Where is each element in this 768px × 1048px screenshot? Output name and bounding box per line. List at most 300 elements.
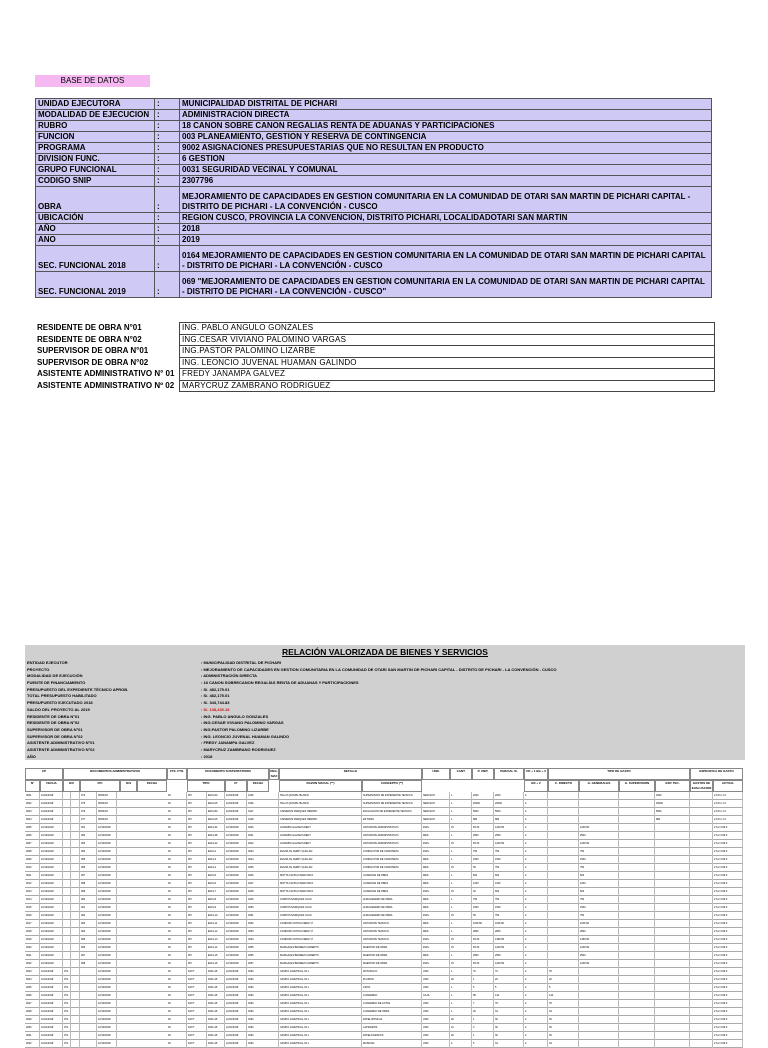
- grid-cell: 2: [524, 904, 548, 912]
- grid-cell: CINTA: [362, 984, 422, 992]
- grid-cell: 20: [450, 1032, 472, 1040]
- grid-cell: 2: [524, 1000, 548, 1008]
- info-value: 2018: [180, 224, 712, 235]
- grid-cell: [548, 928, 579, 936]
- grid-cell: MES: [422, 896, 450, 904]
- grid-cell: [619, 880, 655, 888]
- grid-cell: 10/10/2018: [40, 952, 63, 960]
- grid-cell: 880: [472, 816, 494, 824]
- relacion-value: : MARYCRUZ ZAMBRANO RODRIGUEZ: [201, 746, 276, 752]
- grid-cell: RH: [187, 816, 207, 824]
- grid-cell: GRUPO JAVETRA E.I.R.L: [279, 1024, 362, 1032]
- grid-cell: RH: [187, 840, 207, 848]
- grid-cell: 2500: [579, 832, 619, 840]
- grid-cell: [63, 928, 71, 936]
- grid-cell: CONDUCTOR DE CAMIONETA: [362, 856, 422, 864]
- grid-cell: 2.6.2.3.99.9: [713, 1040, 743, 1048]
- grid-cell: [71, 984, 80, 992]
- grid-cell: 10/10/2018: [225, 952, 247, 960]
- grid-cell: [63, 960, 71, 968]
- info-colon: :: [155, 224, 180, 235]
- grid-cell: 066: [80, 944, 97, 952]
- grid-cell: 18: [167, 1024, 187, 1032]
- grid-cell: RH: [187, 872, 207, 880]
- grid-cell: 2800: [494, 928, 524, 936]
- grid-cell: [690, 992, 713, 1000]
- grid-cell: UND: [422, 1008, 450, 1016]
- grid-cell: 11/10/2018: [225, 1032, 247, 1040]
- grid-cell: [579, 976, 619, 984]
- grid-cell: 10/10/2018: [225, 904, 247, 912]
- grid-cell: CURPOS ENRIQUEZ JUAN: [279, 896, 362, 904]
- grid-cell: 18: [167, 912, 187, 920]
- grid-cell: 0146: [247, 800, 279, 808]
- grid-cell: E001-7: [207, 888, 225, 896]
- grid-cell: JANAMPA GALVEZ FREDY: [279, 840, 362, 848]
- grid-cell: 10/10/2018: [225, 944, 247, 952]
- grid-cell: 070: [63, 1040, 71, 1048]
- grid-cell: 0013: [25, 888, 40, 896]
- grid-cell: [619, 904, 655, 912]
- grid-cell: 11/10/2018: [40, 1040, 63, 1048]
- grid-cell: F001-45: [207, 976, 225, 984]
- grid-cell: 11/10/2018: [40, 984, 63, 992]
- grid-cell: 4: [450, 1040, 472, 1048]
- grid-cell: RH: [187, 912, 207, 920]
- staff-row: [35, 323, 715, 335]
- grid-cell: 11/10/2018: [40, 968, 63, 976]
- grid-header-cell: DOCUMENTOS ADMINISTRATIVOS: [63, 768, 167, 780]
- grid-cell: 15: [450, 960, 472, 968]
- grid-cell: 20: [494, 976, 524, 984]
- grid-cell: E001-12: [207, 928, 225, 936]
- grid-cell: 2.6.2.3.99.9: [713, 960, 743, 968]
- grid-cell: 2.6.2.3.99.9: [713, 840, 743, 848]
- grid-cell: 880: [494, 816, 524, 824]
- grid-cell: DIAS: [422, 848, 450, 856]
- grid-cell: [71, 808, 80, 816]
- grid-cell: 070: [63, 976, 71, 984]
- grid-cell: 144: [494, 992, 524, 1000]
- grid-row: [25, 920, 743, 928]
- grid-cell: E001-9: [207, 904, 225, 912]
- info-value: 18 CANON SOBRE CANON REGALIAS RENTA DE ADUANAS Y PARTICIPACIONES: [180, 121, 712, 132]
- staff-role: RESIDENTE DE OBRA N°02: [37, 334, 142, 344]
- grid-cell: [655, 1016, 690, 1024]
- grid-cell: E001-15: [207, 952, 225, 960]
- grid-cell: 10: [450, 1024, 472, 1032]
- grid-cell: 18: [167, 920, 187, 928]
- relacion-value: : ADMINISTRACIÓN DIRECTA: [201, 673, 257, 679]
- grid-cell: [655, 1032, 690, 1040]
- grid-cell: MES: [422, 928, 450, 936]
- grid-cell: 18: [167, 976, 187, 984]
- grid-cell: 34: [494, 1040, 524, 1048]
- grid-cell: 1500: [472, 856, 494, 864]
- grid-cell: [690, 832, 713, 840]
- grid-cell: [690, 824, 713, 832]
- grid-cell: 1: [450, 1000, 472, 1008]
- grid-cell: 0018: [25, 928, 40, 936]
- grid-cell: SUPERVISION DE EXPEDIENTE TECNICO: [362, 800, 422, 808]
- grid-cell: 2: [524, 896, 548, 904]
- grid-cell: 10/10/2018: [40, 848, 63, 856]
- grid-cell: 18: [167, 824, 187, 832]
- grid-cell: ALMACENERO DE OBRA: [362, 912, 422, 920]
- info-label: SEC. FUNCIONAL 2019: [36, 272, 155, 298]
- grid-cell: TELLO QUISPE HILARIO: [279, 800, 362, 808]
- grid-cell: 10/10/2018: [97, 1008, 117, 1016]
- grid-cell: 10/10/2018: [225, 824, 247, 832]
- grid-cell: 85: [472, 992, 494, 1000]
- grid-cell: 2.6.2.3.99.9: [713, 848, 743, 856]
- grid-cell: [655, 832, 690, 840]
- grid-cell: ASISTENTE TECNICO: [362, 936, 422, 944]
- grid-cell: 075: [80, 800, 97, 808]
- grid-cell: RH: [187, 904, 207, 912]
- grid-cell: RH: [187, 824, 207, 832]
- grid-cell: 2800: [579, 928, 619, 936]
- grid-cell: UND: [422, 968, 450, 976]
- grid-cell: F001-45: [207, 992, 225, 1000]
- grid-cell: [690, 968, 713, 976]
- grid-cell: 0005: [25, 824, 40, 832]
- grid-cell: [80, 1000, 97, 1008]
- grid-cell: 2.6.2.3.99.9: [713, 872, 743, 880]
- grid-cell: 11/10/2018: [40, 1032, 63, 1040]
- grid-cell: E001-2: [207, 848, 225, 856]
- grid-cell: [619, 920, 655, 928]
- grid-cell: 10/10/2018: [97, 1024, 117, 1032]
- grid-cell: [579, 808, 619, 816]
- grid-cell: 0249: [247, 896, 279, 904]
- grid-cell: GRUPO JAVETRA E.I.R.L: [279, 1016, 362, 1024]
- grid-cell: 0016: [25, 912, 40, 920]
- grid-cell: [655, 984, 690, 992]
- grid-cell: [579, 968, 619, 976]
- grid-cell: [63, 856, 71, 864]
- staff-role: ASISTENTE ADMINISTRATIVO Nº 02: [37, 380, 175, 390]
- grid-cell: 1: [472, 1016, 494, 1024]
- grid-cell: [690, 952, 713, 960]
- grid-cell: 34: [548, 1008, 579, 1016]
- grid-cell: UND: [422, 1032, 450, 1040]
- grid-cell: UND: [422, 1024, 450, 1032]
- grid-cell: 060: [80, 896, 97, 904]
- grid-cell: 10/10/2018: [97, 1032, 117, 1040]
- grid-cell: [63, 944, 71, 952]
- grid-cell: 2.6.2.3.99.9: [713, 928, 743, 936]
- grid-cell: GRUPO JAVETRA E.I.R.L: [279, 992, 362, 1000]
- staff-name: ING. PABLO ANGULO GONZALES: [180, 323, 715, 335]
- grid-cell: [548, 792, 579, 800]
- grid-cell: 2000: [655, 792, 690, 800]
- grid-cell: SERVICIO: [422, 808, 450, 816]
- grid-cell: RH: [187, 952, 207, 960]
- grid-cell: 11/10/2018: [225, 1040, 247, 1048]
- grid-cell: [690, 1000, 713, 1008]
- info-colon: :: [155, 235, 180, 246]
- relacion-label: TOTAL PRESUPUESTO HABILITADO: [27, 693, 97, 699]
- info-colon: :: [155, 154, 180, 165]
- grid-subheader-cell: N°: [225, 780, 247, 792]
- grid-cell: 10/10/2018: [225, 840, 247, 848]
- staff-role: SUPERVISOR DE OBRA N°02: [37, 357, 149, 367]
- grid-cell: 10/10/2018: [225, 880, 247, 888]
- grid-cell: DIAS: [422, 888, 450, 896]
- grid-cell: 2: [524, 936, 548, 944]
- grid-cell: 2: [524, 1008, 548, 1016]
- grid-cell: [579, 800, 619, 808]
- grid-cell: 0019: [25, 936, 40, 944]
- grid-cell: 1: [450, 856, 472, 864]
- grid-row: [25, 880, 743, 888]
- staff-row: [35, 357, 715, 369]
- grid-cell: [690, 1024, 713, 1032]
- grid-cell: 600: [494, 872, 524, 880]
- grid-cell: [655, 840, 690, 848]
- info-value: MEJORAMIENTO DE CAPACIDADES EN GESTION COMUNITARIA EN LA COMUNIDAD DE OTARI SAN MARTIN DE PICHARI CAPITAL - DISTRITO DE PICHARI - LA CONVENCIÓN - CUSCO: [180, 187, 712, 213]
- grid-cell: 0008: [25, 848, 40, 856]
- grid-cell: 0012: [25, 880, 40, 888]
- relacion-value: : S/. 343,744.83: [201, 700, 230, 706]
- grid-cell: 0026: [25, 992, 40, 1000]
- grid-cell: RH: [187, 856, 207, 864]
- info-row: [36, 224, 712, 235]
- info-value: 069 "MEJORAMIENTO DE CAPACIDADES EN GESTION COMUNITARIA EN LA COMUNIDAD DE OTARI SAN MARTIN DE PICHARI CAPITAL - DISTRITO DE PICHARI - LA CONVENCIÓN - CUSCO": [180, 272, 712, 298]
- grid-cell: 1: [450, 928, 472, 936]
- grid-subheader-cell: GASTOS DE EVALUACION: [691, 781, 712, 790]
- grid-cell: 30: [548, 1032, 579, 1040]
- grid-cell: 1500: [494, 856, 524, 864]
- info-colon: :: [155, 99, 180, 110]
- relacion-label: RESIDENTE DE OBRA N°02: [27, 720, 80, 726]
- grid-cell: 18: [167, 856, 187, 864]
- grid-cell: DIAS: [422, 944, 450, 952]
- expense-grid-header: [25, 768, 743, 792]
- grid-cell: [548, 816, 579, 824]
- grid-cell: FACT: [187, 968, 207, 976]
- grid-cell: 83.33: [472, 824, 494, 832]
- grid-cell: 11/10/2018: [225, 1016, 247, 1024]
- grid-cell: CAJA: [422, 992, 450, 1000]
- grid-cell: [690, 840, 713, 848]
- grid-row: [25, 864, 743, 872]
- grid-cell: [619, 864, 655, 872]
- info-value: ADMINISTRACION DIRECTA: [180, 110, 712, 121]
- grid-cell: [655, 936, 690, 944]
- grid-cell: 10/10/2018: [97, 976, 117, 984]
- relacion-label: SUPERVISOR DE OBRA N°01: [27, 726, 83, 732]
- grid-cell: [579, 1008, 619, 1016]
- grid-cell: 10/10/2018: [40, 824, 63, 832]
- grid-cell: [579, 1000, 619, 1008]
- grid-cell: 15: [450, 824, 472, 832]
- grid-cell: 18: [167, 944, 187, 952]
- relacion-label: ENTIDAD EJECUTOR: [27, 660, 68, 665]
- grid-subheader-cell: FECHA: [247, 780, 269, 792]
- grid-cell: 062: [80, 912, 97, 920]
- grid-cell: 1: [450, 848, 472, 856]
- grid-cell: 0147: [247, 808, 279, 816]
- grid-cell: 10/10/2018: [97, 904, 117, 912]
- grid-cell: 2: [524, 952, 548, 960]
- grid-header-cell: DOCUMENTO SUSTENTATORIO: [187, 768, 269, 780]
- grid-cell: [655, 928, 690, 936]
- grid-cell: [71, 1000, 80, 1008]
- grid-cell: [63, 864, 71, 872]
- grid-cell: 070: [63, 1024, 71, 1032]
- grid-cell: 10/10/2018: [97, 864, 117, 872]
- grid-header-cell: REG. SIAF: [270, 769, 278, 778]
- grid-cell: 15: [450, 864, 472, 872]
- grid-cell: 1200: [494, 880, 524, 888]
- grid-cell: [548, 888, 579, 896]
- grid-cell: UND: [422, 976, 450, 984]
- grid-cell: 0260: [247, 1016, 279, 1024]
- grid-cell: ALMACENERO DE OBRA: [362, 904, 422, 912]
- grid-cell: [619, 912, 655, 920]
- grid-cell: LAPICEROS: [362, 1024, 422, 1032]
- grid-row: [25, 904, 743, 912]
- grid-cell: 070: [63, 1032, 71, 1040]
- grid-cell: E001-3: [207, 856, 225, 864]
- grid-cell: [619, 976, 655, 984]
- grid-cell: 11/10/2018: [40, 1024, 63, 1032]
- grid-cell: 78: [548, 968, 579, 976]
- grid-cell: 2500: [472, 832, 494, 840]
- grid-cell: [548, 936, 579, 944]
- grid-cell: 2: [524, 1016, 548, 1024]
- grid-cell: 3: [472, 1024, 494, 1032]
- grid-cell: [548, 904, 579, 912]
- grid-cell: [63, 888, 71, 896]
- grid-cell: [80, 1016, 97, 1024]
- grid-cell: 10/10/2018: [40, 944, 63, 952]
- grid-cell: 2: [524, 1040, 548, 1048]
- grid-cell: 10/10/2018: [97, 832, 117, 840]
- grid-cell: [655, 888, 690, 896]
- info-colon: :: [155, 165, 180, 176]
- grid-cell: MARGALES BENDEZU ALBERTO: [279, 960, 362, 968]
- relacion-value: : MEJORAMIENTO DE CAPACIDADES EN GESTION COMUNITARIA EN LA COMUNIDAD DE OTARI SAN MARTIN DE PICHARI CAPITAL - DISTRITO DE PICHARI - LA CONVENCIÓN - CUSCO: [201, 666, 557, 672]
- info-value: 2019: [180, 235, 712, 246]
- grid-cell: [71, 912, 80, 920]
- grid-cell: 10/10/2018: [97, 1016, 117, 1024]
- grid-header-cell: FTE. FTO.: [167, 768, 187, 780]
- grid-cell: RH: [187, 848, 207, 856]
- grid-cell: 0022: [25, 960, 40, 968]
- relacion-label: PRESUPUESTO EJECUTADO 2018: [27, 700, 93, 706]
- grid-subheader-cell: FECHA: [40, 780, 63, 792]
- grid-cell: 600: [579, 872, 619, 880]
- grid-cell: 2.6.2.3.99.9: [713, 1008, 743, 1016]
- grid-cell: 1: [450, 800, 472, 808]
- grid-cell: 05/04/18: [97, 792, 117, 800]
- grid-cell: [548, 896, 579, 904]
- grid-cell: 30: [494, 1024, 524, 1032]
- grid-cell: 1500: [494, 904, 524, 912]
- info-value: 6 GESTION: [180, 154, 712, 165]
- grid-cell: 4: [524, 792, 548, 800]
- grid-cell: 50: [472, 912, 494, 920]
- grid-cell: 2.6.2.3.99.9: [713, 936, 743, 944]
- grid-cell: RH: [187, 928, 207, 936]
- grid-cell: 11/04/2018: [40, 808, 63, 816]
- grid-cell: MOTTA CAHUA FRANCISCO: [279, 872, 362, 880]
- grid-cell: [71, 904, 80, 912]
- grid-row: [25, 968, 743, 976]
- grid-cell: 2500: [494, 952, 524, 960]
- staff-name: FREDY JANAMPA GALVEZ: [180, 369, 715, 381]
- grid-cell: CONDORI OCHOA FREDY P.: [279, 920, 362, 928]
- grid-cell: [655, 848, 690, 856]
- grid-cell: 93.33: [472, 936, 494, 944]
- grid-cell: 10/10/2018: [40, 960, 63, 968]
- grid-cell: 2: [524, 928, 548, 936]
- info-label: SEC. FUNCIONAL 2018: [36, 246, 155, 272]
- grid-row: [25, 928, 743, 936]
- grid-cell: 78: [548, 1000, 579, 1008]
- grid-cell: [80, 984, 97, 992]
- grid-cell: 2800: [472, 928, 494, 936]
- grid-cell: 0021: [25, 952, 40, 960]
- grid-cell: [71, 960, 80, 968]
- grid-cell: 1: [450, 792, 472, 800]
- grid-cell: [619, 1032, 655, 1040]
- grid-cell: 2.6.2.3.99.9: [713, 904, 743, 912]
- grid-cell: GRUPO JAVETRA E.I.R.L: [279, 984, 362, 992]
- grid-cell: 0148: [247, 816, 279, 824]
- grid-cell: [71, 1016, 80, 1024]
- grid-cell: 10/10/2018: [97, 968, 117, 976]
- grid-cell: [548, 920, 579, 928]
- info-row: [36, 154, 712, 165]
- info-label: UBICACIÓN: [36, 213, 155, 224]
- grid-cell: 20: [472, 1008, 494, 1016]
- grid-cell: CISNEROS MARQUEZ HENRRY: [279, 816, 362, 824]
- staff-name: ING. LEONCIO JUVENAL HUAMAN GALINDO: [180, 357, 715, 369]
- grid-cell: 10/10/2018: [40, 896, 63, 904]
- grid-cell: [71, 880, 80, 888]
- grid-subheader-cell: G. SUPERVISION: [619, 780, 655, 792]
- grid-cell: 064: [80, 928, 97, 936]
- staff-row: [35, 346, 715, 358]
- grid-cell: 1249.99: [494, 960, 524, 968]
- grid-cell: [619, 816, 655, 824]
- grid-cell: 750: [494, 848, 524, 856]
- grid-cell: 11/10/2018: [225, 984, 247, 992]
- grid-cell: [690, 920, 713, 928]
- grid-cell: 0245: [247, 864, 279, 872]
- grid-cell: 18: [167, 904, 187, 912]
- info-label: PROGRAMA: [36, 143, 155, 154]
- grid-cell: [80, 1008, 97, 1016]
- grid-cell: MES: [422, 872, 450, 880]
- grid-header-cell: CD + 1 BG + 2: [524, 768, 548, 780]
- grid-cell: 18: [167, 984, 187, 992]
- grid-cell: EVANS TE JERRY QUILLAN: [279, 848, 362, 856]
- grid-cell: EVANS TE JERRY QUILLAN: [279, 856, 362, 864]
- grid-cell: 18: [167, 952, 187, 960]
- grid-cell: [655, 976, 690, 984]
- grid-cell: [690, 872, 713, 880]
- grid-cell: JANAMPA GALVEZ FREDY: [279, 832, 362, 840]
- grid-cell: 0243: [247, 848, 279, 856]
- grid-cell: 070: [63, 968, 71, 976]
- grid-cell: MES: [422, 832, 450, 840]
- grid-cell: 1249.95: [579, 824, 619, 832]
